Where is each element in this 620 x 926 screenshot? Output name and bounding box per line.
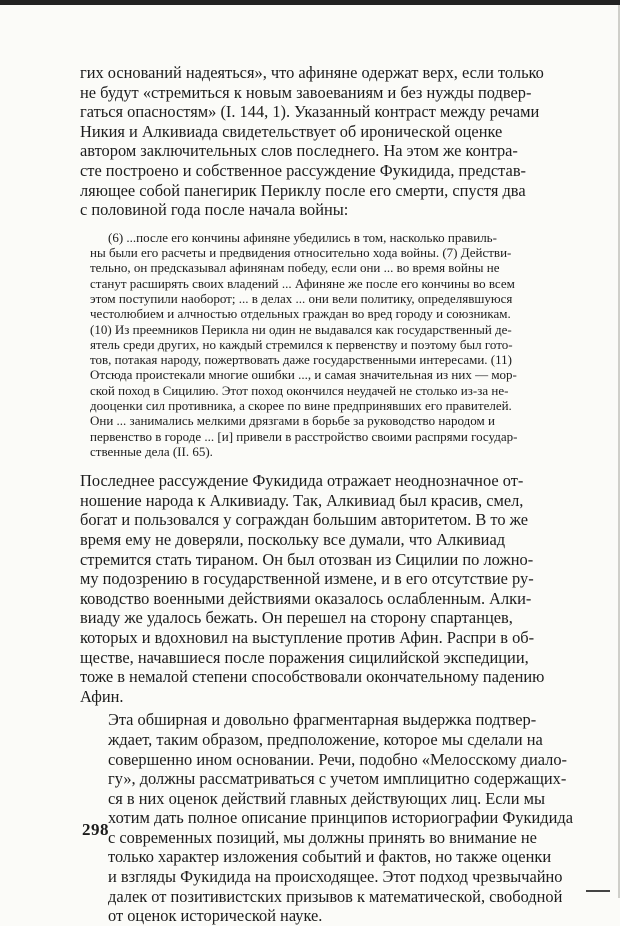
text-line: гаться опасностям» (I. 144, 1). Указанный контраст между речами xyxy=(80,102,540,122)
quote-line: тельно, он предсказывал афинянам победу, если они ... во время войны не xyxy=(90,260,500,276)
quote-line: ской поход в Сицилию. Этот поход окончился неудачей не столько из-за не- xyxy=(90,382,509,398)
block-quote xyxy=(90,230,592,459)
text-line: с половиной года после начала войны: xyxy=(80,200,349,220)
text-line: ждает, таким образом, предположение, которое мы сделали на xyxy=(108,729,543,749)
body-text xyxy=(80,63,592,926)
top-border xyxy=(0,0,620,5)
quote-line: ственные дела (II. 65). xyxy=(90,443,213,459)
text-line: ководство военными действиями оказалось ослабленным. Алки- xyxy=(80,588,532,608)
text-line: ществе, начавшиеся после поражения сицилийской экспедиции, xyxy=(80,647,529,667)
text-line: с современных позиций, мы должны принять во внимание не xyxy=(108,827,537,847)
quote-line: станут расширять своих владений ... Афиняне же после его кончины во всем xyxy=(90,275,515,291)
paragraph-2 xyxy=(80,471,592,706)
text-line: му подозрению в государственной измене, и в его отсутствие ру- xyxy=(80,569,534,589)
text-line: не будут «стремиться к новым завоеваниям и без нужды подвер- xyxy=(80,82,532,102)
text-line: Эта обширная и довольно фрагментарная выдержка подтвер- xyxy=(108,710,537,730)
text-line: тоже в немалой степени способствовали окончательному падению xyxy=(80,667,545,687)
text-line: богат и пользовался у сограждан большим авторитетом. В то же xyxy=(80,510,529,530)
text-line: от оценок исторической науке. xyxy=(108,906,323,926)
quote-line: (10) Из преемников Перикла ни один не выдавался как государственный де- xyxy=(90,321,512,337)
text-line: гих оснований надеяться», что афиняне одержат верх, если только xyxy=(80,63,544,82)
paragraph-3 xyxy=(80,710,592,926)
quote-line: ны были его расчеты и предвидения относительно хода войны. (7) Действи- xyxy=(90,245,512,261)
text-line: сте построено и собственное рассуждение Фукидида, представ- xyxy=(80,160,527,180)
quote-line: Отсюда проистекали многие ошибки ..., и самая значительная из них — мор- xyxy=(90,367,517,383)
text-line: ся в них оценок действий главных действующих лиц. Если мы xyxy=(108,788,545,808)
text-line: только характер изложения событий и фактов, но также оценки xyxy=(108,847,552,867)
text-line: далек от позитивистских призывов к математической, свободной xyxy=(108,886,563,906)
quote-line: первенство в городе ... [и] привели в расстройство своими распрями государ- xyxy=(90,428,518,444)
quote-line: тов, потакая народу, пожертвовать даже государственными интересами. (11) xyxy=(90,352,512,368)
text-line: Афин. xyxy=(80,686,124,706)
corner-mark xyxy=(586,890,610,892)
text-line: ношение народа к Алкивиаду. Так, Алкивиад был красив, смел, xyxy=(80,490,524,510)
quote-line: дооценки сил противника, а скорее по вине предпринявших его правителей. xyxy=(90,398,512,414)
text-line: совершенно ином основании. Речи, подобно «Мелосскому диало- xyxy=(108,749,567,769)
text-line: и взгляды Фукидида на происходящее. Этот подход чрезвычайно xyxy=(108,867,563,887)
text-line: Никия и Алкивиада свидетельствует об иронической оценке xyxy=(80,121,503,141)
paragraph-1 xyxy=(80,63,592,220)
text-line: автором заключительных слов последнего. На этом же контра- xyxy=(80,141,518,161)
text-line: хотим дать полное описание принципов историографии Фукидида xyxy=(108,808,574,828)
quote-line: честолюбием и алчностью отдельных граждан во вред городу и союзникам. xyxy=(90,306,511,322)
quote-line: Они ... занимались мелкими дрязгами в борьбе за руководство народом и xyxy=(90,413,495,429)
page-number: 298 xyxy=(82,820,109,839)
quote-line: (6) ...после его кончины афиняне убедились в том, насколько правиль- xyxy=(108,229,497,245)
text-line: время ему не доверяли, поскольку все думали, что Алкивиад xyxy=(80,529,506,549)
text-line: Последнее рассуждение Фукидида отражает неоднозначное от- xyxy=(80,471,524,491)
text-line: гу», должны рассматриваться с учетом имплицитно содержащих- xyxy=(108,769,567,789)
quote-line: этом поступили наоборот; ... в делах ... они вели политику, определявшуюся xyxy=(90,290,513,306)
text-line: виаду же удалось бежать. Он перешел на сторону спартанцев, xyxy=(80,608,513,628)
text-line: стремится стать тираном. Он был отозван из Сицилии по ложно- xyxy=(80,549,534,569)
quote-line: ятель среди других, но каждый стремился к первенству и поэтому был гото- xyxy=(90,336,513,352)
text-line: ляющее собой панегирик Периклу после его смерти, спустя два xyxy=(80,180,526,200)
text-line: которых и вдохновил на выступление против Афин. Распри в об- xyxy=(80,627,535,647)
